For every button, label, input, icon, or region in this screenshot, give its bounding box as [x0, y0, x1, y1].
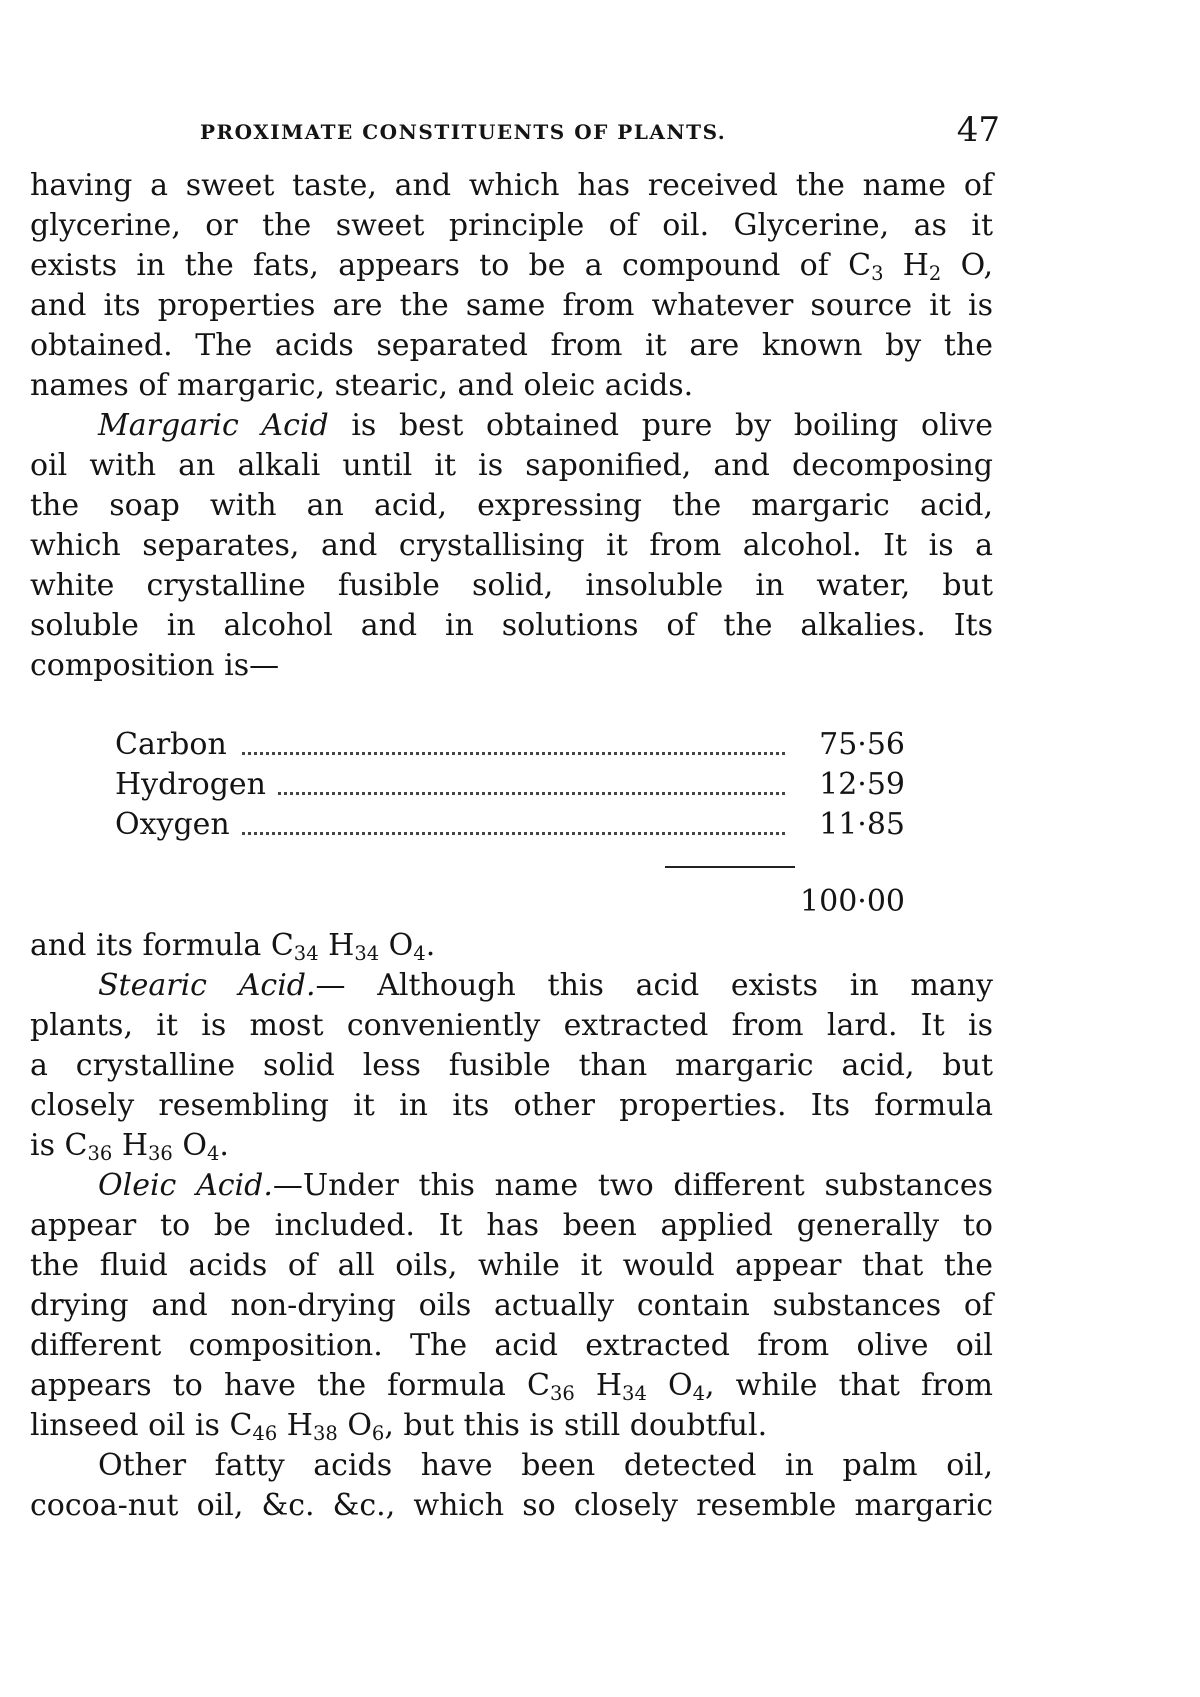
text-line: composition is—	[30, 648, 280, 683]
text-line: appear to be included. It has been applied generally to	[30, 1208, 993, 1243]
text-line: Oleic Acid.—Under this name two different substances	[98, 1168, 993, 1203]
text-line: oil with an alkali until it is saponified, and decomposing	[30, 448, 993, 483]
text-line: cocoa-nut oil, &c. &c., which so closely resemble margaric	[30, 1488, 993, 1523]
paragraph-margaric-acid	[30, 406, 993, 686]
text-line: drying and non-drying oils actually contain substances of	[30, 1288, 993, 1323]
table-row	[115, 765, 905, 805]
text-line: Stearic Acid.— Although this acid exists in many	[98, 968, 993, 1003]
text-line: plants, it is most conveniently extracted from lard. It is	[30, 1008, 993, 1043]
paragraph-oleic-acid	[30, 1166, 993, 1446]
text-line: the fluid acids of all oils, while it would appear that the	[30, 1248, 993, 1283]
text-line: having a sweet taste, and which has received the name of	[30, 168, 993, 203]
leader-dots	[235, 752, 785, 755]
paragraph-stearic-acid	[30, 966, 993, 1166]
leader-dots	[235, 832, 785, 835]
element-label: Hydrogen	[115, 765, 278, 805]
text-line: exists in the fats, appears to be a compound of $C_3$ $H_2$ O,	[30, 248, 993, 285]
text-line: soluble in alcohol and in solutions of the alkalies. Its	[30, 608, 993, 643]
section-title-stearic: Stearic Acid.	[98, 968, 316, 1003]
table-row	[115, 805, 905, 845]
section-title-oleic: Oleic Acid.	[98, 1168, 273, 1203]
section-title-margaric: Margaric Acid	[98, 408, 329, 443]
text-line: Other fatty acids have been detected in palm oil,	[98, 1448, 993, 1483]
composition-table	[115, 725, 905, 845]
paragraph-glycerine	[30, 166, 993, 406]
paragraph-other-fatty-acids	[30, 1446, 993, 1526]
composition-total: 100·00	[800, 884, 905, 919]
text-line: different composition. The acid extracted from olive oil	[30, 1328, 993, 1363]
text-line: is $C_{36}$ $H_{36}$ $O_4$.	[30, 1128, 229, 1165]
element-label: Carbon	[115, 725, 239, 765]
table-row	[115, 725, 905, 765]
element-label: Oxygen	[115, 805, 242, 845]
text-line: glycerine, or the sweet principle of oil. Glycerine, as it	[30, 208, 993, 243]
text-line: Margaric Acid is best obtained pure by boiling olive	[98, 408, 993, 443]
leader-dots	[235, 792, 785, 795]
text-line: names of margaric, stearic, and oleic acids.	[30, 368, 694, 403]
text-line: linseed oil is $C_{46}$ $H_{38}$ $O_6$, but this is still doubtful.	[30, 1408, 768, 1445]
text-line: appears to have the formula $C_{36}$ $H_{34}$ $O_4$, while that from	[30, 1368, 993, 1405]
text-line: white crystalline fusible solid, insoluble in water, but	[30, 568, 993, 603]
text-line: closely resembling it in its other properties. Its formula	[30, 1088, 993, 1123]
text-line: and its properties are the same from whatever source it is	[30, 288, 993, 323]
sum-rule	[665, 866, 795, 868]
text-line: obtained. The acids separated from it are known by the	[30, 328, 993, 363]
element-value: 11·85	[819, 807, 905, 842]
page-number: 47	[956, 110, 1000, 150]
text-line: the soap with an acid, expressing the margaric acid,	[30, 488, 993, 523]
page-header	[200, 110, 1000, 156]
text-line: and its formula $C_{34}$ $H_{34}$ $O_4$.	[30, 928, 436, 965]
formula-line-margaric	[30, 926, 993, 966]
running-head: PROXIMATE CONSTITUENTS OF PLANTS.	[200, 120, 727, 144]
text-line: a crystalline solid less fusible than margaric acid, but	[30, 1048, 993, 1083]
element-value: 75·56	[819, 727, 905, 762]
text-line: which separates, and crystallising it from alcohol. It is a	[30, 528, 993, 563]
element-value: 12·59	[819, 767, 905, 802]
